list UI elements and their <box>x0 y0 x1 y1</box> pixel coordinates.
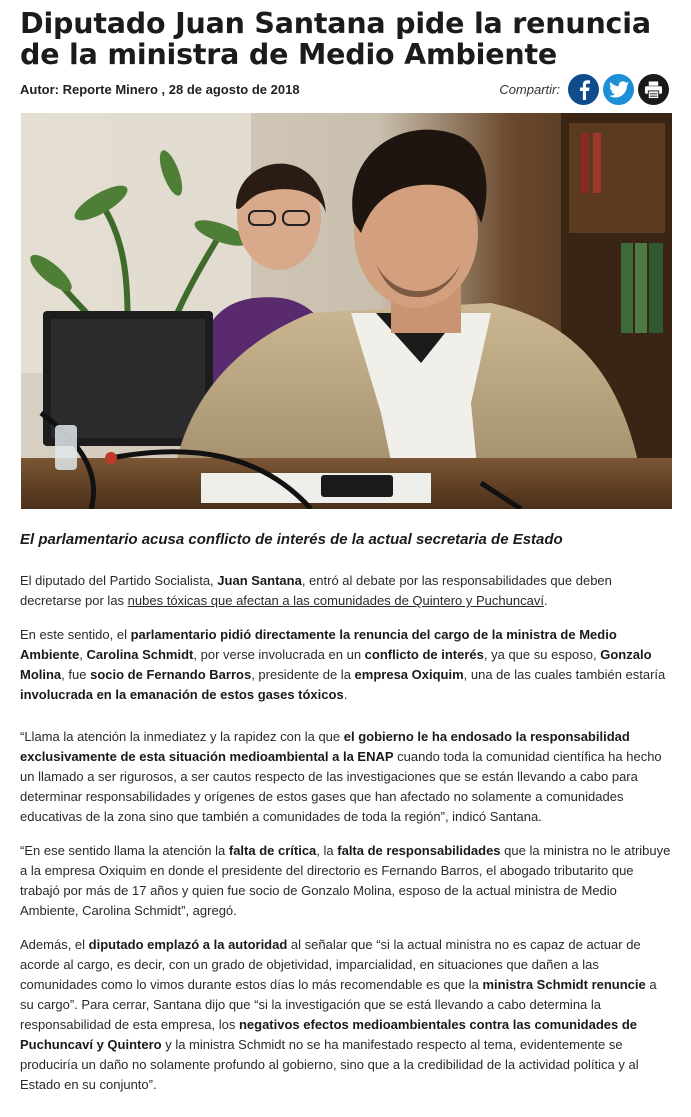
bold-text: conflicto de interés <box>364 647 484 662</box>
text: y la ministra Schmidt no se ha manifestado respecto al tema, evidentemente se produciría un daño no solamente profundo al gobierno, sino que a la credibilidad de la actividad política y al Estado en su conjunto”. <box>20 1037 639 1092</box>
text: , una de las cuales también estaría <box>463 667 666 682</box>
bold-text: Gonzalo Molina <box>20 647 652 682</box>
facebook-icon[interactable] <box>568 74 599 105</box>
text: , por verse involucrada en un <box>193 647 365 662</box>
bold-text: socio de Fernando Barros <box>90 667 252 682</box>
paragraph-5 <box>20 935 672 1095</box>
text: El diputado del Partido Socialista, <box>20 573 218 588</box>
bold-text: ministra Schmidt renuncie <box>482 977 646 992</box>
text: , fue <box>61 667 91 682</box>
text: cuando toda la comunidad científica ha hecho un llamado a ser rigurosos, a ser cautos respecto de las investigaciones que se están llevando a cabo para determinar responsabilidades y orígenes de estos gases que han afectado no solamente a comunidades educativas de la zona sino que también a comunidades de toda la región”, indicó Santana. <box>20 749 662 824</box>
bold-text: Juan Santana <box>217 573 302 588</box>
article-meta: Autor: Reporte Minero , 28 de agosto de 2018 <box>20 82 300 97</box>
bold-text: involucrada en la emanación de estos gases tóxicos <box>20 687 344 702</box>
text: al señalar que “si la actual ministra no es capaz de actuar de acorde al cargo, es decir, con un grado de objetividad, imparcialidad, en situaciones que dañen a las comunidades como lo vimos durante estos días lo más recomendable es que la <box>20 937 641 992</box>
share-bar <box>499 74 669 105</box>
article-title: Diputado Juan Santana pide la renuncia de la ministra de Medio Ambiente <box>20 7 651 71</box>
share-label: Compartir: <box>499 82 560 97</box>
twitter-icon[interactable] <box>603 74 634 105</box>
paragraph-2 <box>20 625 672 705</box>
text: , entró al debate por las responsabilidades que deben decretarse por las <box>20 573 612 608</box>
article-link[interactable]: nubes tóxicas que afectan a las comunidades de Quintero y Puchuncaví <box>127 593 544 608</box>
paragraph-4 <box>20 841 672 921</box>
text: , ya que su esposo, <box>483 647 601 662</box>
text: , la <box>316 843 338 858</box>
paragraph-3 <box>20 727 672 827</box>
text: . <box>343 687 348 702</box>
bold-text: diputado emplazó a la autoridad <box>88 937 288 952</box>
bold-text: el gobierno le ha endosado la responsabilidad exclusivamente de esta situación medioambiental a la ENAP <box>20 729 630 764</box>
bold-text: Carolina Schmidt <box>86 647 194 662</box>
text: , presidente de la <box>251 667 355 682</box>
text: que la ministra no le atribuye a la empresa Oxiquim en donde el presidente del directorio es Fernando Barros, el abogado tributarito que trabajó por más de 17 años y quien fue socio de Gonzalo Molina, esposo de la actual ministra de Medio Ambiente, Carolina Schmidt”, agregó. <box>20 843 671 918</box>
text: a su cargo”. Para cerrar, Santana dijo que “si la investigación que se está llevando a cabo determina la responsabilidad de esta empresa, los <box>20 977 657 1032</box>
article-body <box>20 571 672 1109</box>
bold-text: negativos efectos medioambientales contra las comunidades de Puchuncaví y Quintero <box>20 1017 638 1052</box>
bold-text: falta de crítica <box>228 843 317 858</box>
text: Además, el <box>20 937 89 952</box>
print-icon[interactable] <box>638 74 669 105</box>
text: “En ese sentido llama la atención la <box>20 843 229 858</box>
text: , <box>79 647 87 662</box>
bold-text: empresa Oxiquim <box>354 667 464 682</box>
text: “Llama la atención la inmediatez y la rapidez con la que <box>20 729 344 744</box>
paragraph-1 <box>20 571 672 611</box>
article-photo <box>21 113 672 509</box>
bold-text: parlamentario pidió directamente la renuncia del cargo de la ministra de Medio Ambiente <box>20 627 617 662</box>
article-lead: El parlamentario acusa conflicto de interés de la actual secretaria de Estado <box>20 531 563 548</box>
text: . <box>543 593 548 608</box>
text: En este sentido, el <box>20 627 131 642</box>
bold-text: falta de responsabilidades <box>337 843 501 858</box>
